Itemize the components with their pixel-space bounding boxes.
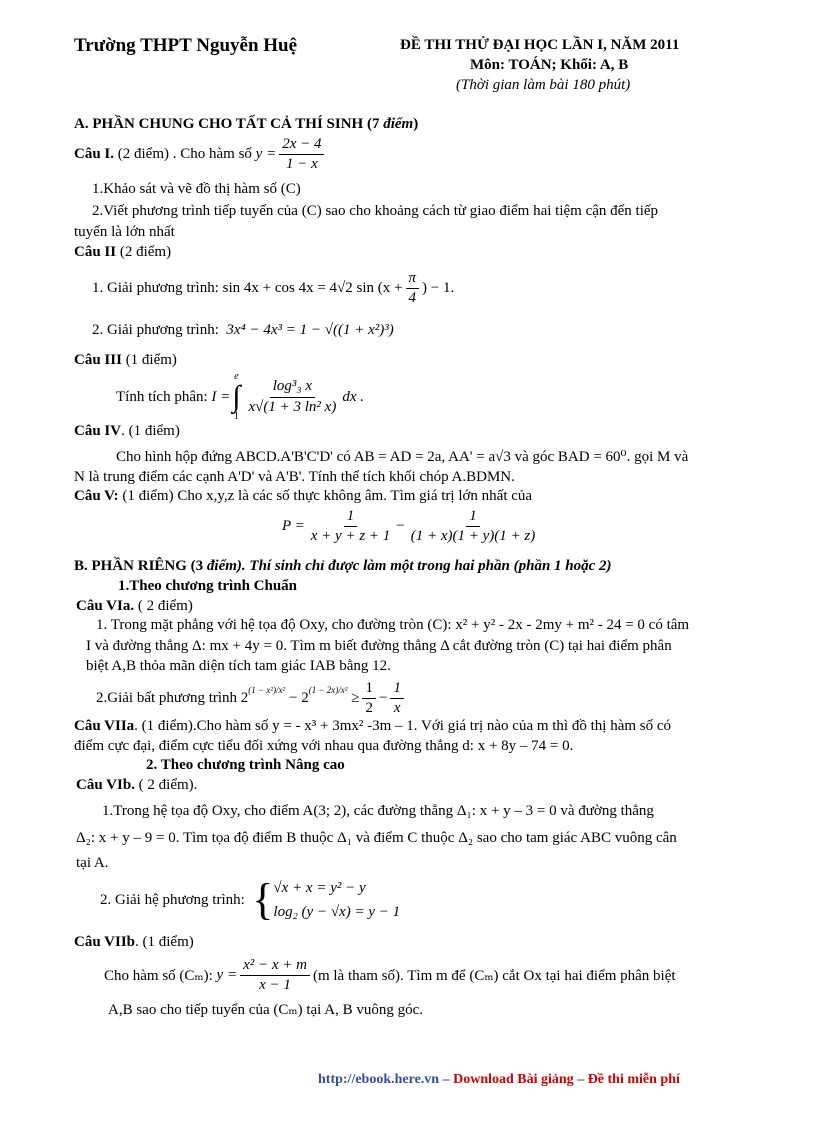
question-3-points: (1 điểm)	[125, 352, 177, 368]
program-advanced: 2. Theo chương trình Nâng cao	[146, 757, 345, 773]
footer-free-link[interactable]: Đề thi miễn phí	[587, 1072, 680, 1087]
question-7a-line-2: điểm cực đại, điểm cực tiểu đối xứng với nhau qua đường thẳng d: x + 8y – 74 = 0.	[74, 738, 574, 754]
question-6a-label: Câu VIa.	[76, 598, 135, 614]
exam-time: (Thời gian làm bài 180 phút)	[456, 77, 631, 93]
question-6a-item-2	[96, 680, 407, 718]
equation-system	[273, 876, 400, 924]
part-a-title-text: A. PHẦN CHUNG CHO TẤT CẢ THÍ SINH (7	[74, 116, 380, 132]
question-3-numerator: log³₃ x	[270, 378, 315, 397]
question-7b-denominator: x − 1	[259, 977, 291, 994]
question-2-item-2	[92, 322, 394, 339]
part-a-title-end: )	[413, 116, 419, 132]
question-5-numerator-1: 1	[344, 508, 358, 527]
question-7b-text-a: Cho hàm số (Cₘ):	[104, 968, 213, 985]
footer	[318, 1072, 680, 1088]
footer-dash-1: –	[442, 1072, 450, 1087]
question-5-label: Câu V:	[74, 488, 119, 504]
question-7b-fraction	[240, 957, 310, 995]
part-a-title-points: điểm	[383, 116, 414, 132]
question-7b-label: Câu VIIb	[74, 934, 136, 950]
footer-url-link[interactable]: http://ebook.here.vn	[318, 1072, 440, 1087]
question-6a-points: ( 2 điểm)	[137, 598, 193, 614]
question-7b-line-2: A,B sao cho tiếp tuyến của (Cₘ) tại A, B vuông góc.	[108, 1002, 423, 1018]
question-6b-line-2: Δ₂: x + y – 9 = 0. Tìm tọa độ điểm B thuộc Δ₁ và điểm C thuộc Δ₂ sao cho tam giác ABC vuông cân	[76, 830, 677, 846]
question-1	[74, 136, 327, 174]
question-3-dx: dx .	[342, 388, 364, 405]
question-4-label: Câu IV	[74, 423, 122, 439]
question-1-text: (2 điểm) . Cho hàm số	[117, 146, 252, 163]
question-3-I: I =	[211, 388, 231, 405]
footer-dash-2: –	[577, 1072, 585, 1087]
question-2-item-1-text: 1. Giải phương trình:	[92, 280, 219, 297]
question-5-numerator-2: 1	[466, 508, 480, 527]
question-7b-y: y =	[216, 967, 238, 984]
question-1-item-2b: tuyến là lớn nhất	[74, 224, 175, 240]
question-4-line-2: N là trung điểm các cạnh A'D' và A'B'. Tính thể tích khối chóp A.BDMN.	[74, 469, 515, 485]
school-name: Trường THPT Nguyễn Huệ	[74, 35, 298, 56]
question-2-item-1-pi: π	[406, 270, 420, 289]
footer-download-link[interactable]: Download Bài giảng	[453, 1072, 574, 1087]
question-3-label: Câu III	[74, 352, 122, 368]
question-5	[74, 488, 532, 505]
part-b-title-text: B. PHẦN RIÊNG (3	[74, 558, 204, 574]
question-5-text: (1 điểm) Cho x,y,z là các số thực không âm. Tìm giá trị lớn nhất của	[122, 488, 533, 504]
question-6a-ge: ≥	[351, 690, 360, 707]
question-3-denominator: x√(1 + 3 ln² x)	[248, 398, 337, 415]
question-6a-half-num: 1	[362, 680, 376, 699]
question-6a-exponent-b: (1 − 2x)/x²	[308, 684, 348, 695]
question-2	[74, 244, 171, 261]
question-6b-item-2-text: 2. Giải hệ phương trình:	[100, 891, 245, 908]
question-6a-minus-2: −	[378, 690, 388, 707]
system-equation-1: √x + x = y² − y	[273, 880, 366, 896]
part-b-title-rest: ). Thí sinh chỉ được làm một trong hai phần (phần 1 hoặc 2)	[236, 558, 612, 574]
question-2-item-1-math-a: sin 4x + cos 4x = 4√2 sin (x +	[222, 280, 403, 297]
question-6b-line-1: 1.Trong hệ tọa độ Oxy, cho điểm A(3; 2), các đường thẳng Δ₁: x + y – 3 = 0 và đường thẳng	[102, 803, 654, 819]
question-6a-base-b: 2	[301, 690, 309, 707]
part-a-title	[74, 116, 418, 133]
question-6a	[76, 598, 193, 615]
question-6b	[76, 777, 197, 794]
question-7b-text-b: (m là tham số). Tìm m để (Cₘ) cắt Ox tại hai điểm phân biệt	[312, 968, 676, 985]
question-6b-item-2	[100, 876, 400, 924]
part-b-title-points: điểm	[206, 558, 237, 574]
question-2-item-1-four: 4	[408, 290, 417, 307]
question-1-denominator: 1 − x	[285, 156, 318, 173]
question-6a-exponent-a: (1 − x²)/x²	[248, 684, 286, 695]
question-1-y: y =	[255, 146, 277, 163]
question-6a-line-3: biệt A,B thỏa mãn diện tích tam giác IAB bằng 12.	[86, 658, 391, 674]
question-5-minus: −	[396, 518, 405, 535]
question-7b	[74, 934, 194, 951]
system-equation-2: log₂ (y − √x) = y − 1	[273, 904, 401, 920]
question-1-label: Câu I.	[74, 146, 115, 163]
question-5-fraction-1	[308, 508, 394, 546]
question-3-fraction	[246, 378, 340, 416]
part-b-title	[74, 558, 612, 575]
question-3-integral	[116, 372, 364, 422]
integral-symbol: ∫	[232, 380, 241, 413]
question-6a-base-a: 2	[240, 690, 249, 707]
question-6a-item-2-text: 2.Giải bất phương trình	[96, 690, 238, 707]
question-5-P: P =	[282, 518, 305, 535]
question-4	[74, 423, 180, 440]
question-7b-numerator: x² − x + m	[240, 957, 310, 976]
question-2-item-2-text: 2. Giải phương trình:	[92, 322, 219, 338]
question-6b-line-3: tại A.	[76, 855, 109, 871]
question-7a-line-1: . (1 điểm).Cho hàm số y = - x³ + 3mx² -3m – 1. Với giá trị nào của m thì đồ thị hàm số có	[134, 718, 672, 734]
question-6a-one-over-x	[390, 680, 404, 718]
question-4-line-1: Cho hình hộp đứng ABCD.A'B'C'D' có AB = AD = 2a, AA' = a√3 và góc BAD = 60⁰. gọi M và	[116, 449, 689, 465]
question-6a-line-1: 1. Trong mặt phẳng với hệ tọa độ Oxy, cho đường tròn (C): x² + y² - 2x - 2my + m² - 24 = 0 có tâm	[96, 617, 690, 633]
question-7a-label: Câu VIIa	[74, 718, 135, 734]
question-5-fraction-2	[408, 508, 539, 546]
question-2-item-1-math-b: ) − 1.	[422, 280, 455, 297]
question-6a-x-den: x	[393, 700, 401, 717]
question-1-item-2a: 2.Viết phương trình tiếp tuyến của (C) sao cho khoảng cách từ giao điểm hai tiệm cận đến tiếp	[92, 203, 659, 219]
question-6a-half	[362, 680, 376, 718]
exam-subject: Môn: TOÁN; Khối: A, B	[470, 57, 629, 73]
question-5-denominator-2: (1 + x)(1 + y)(1 + z)	[410, 528, 536, 545]
question-6a-minus: −	[289, 690, 298, 707]
question-2-label: Câu II	[74, 244, 117, 260]
integral-upper: e	[234, 371, 239, 382]
program-standard: 1.Theo chương trình Chuẩn	[118, 578, 298, 594]
question-5-formula	[282, 508, 541, 546]
question-3	[74, 352, 177, 369]
question-1-fraction	[279, 136, 324, 174]
question-1-item-1: 1.Khảo sát và vẽ đồ thị hàm số (C)	[92, 181, 301, 197]
question-6b-label: Câu VIb.	[76, 777, 135, 793]
question-7b-points: . (1 điểm)	[135, 934, 194, 950]
question-6b-points: ( 2 điểm).	[138, 777, 198, 793]
question-6a-x-num: 1	[390, 680, 404, 699]
question-2-points: (2 điểm)	[119, 244, 172, 260]
integral-sign	[232, 372, 240, 422]
question-1-numerator: 2x − 4	[279, 136, 324, 155]
question-2-item-1	[92, 270, 454, 308]
question-2-item-2-math: 3x⁴ − 4x³ = 1 − √((1 + x²)³)	[226, 322, 394, 338]
question-6a-half-den: 2	[365, 700, 373, 717]
question-7a	[74, 718, 671, 735]
question-2-item-1-fraction	[406, 270, 420, 308]
integral-lower: 1	[233, 411, 239, 422]
question-4-points: . (1 điểm)	[121, 423, 180, 439]
system-brace: {	[252, 875, 274, 924]
question-3-text: Tính tích phân:	[116, 388, 208, 405]
question-7b-line-1	[104, 957, 676, 995]
question-5-denominator-1: x + y + z + 1	[310, 528, 391, 545]
question-6a-line-2: I và đường thẳng Δ: mx + 4y = 0. Tìm m biết đường thẳng Δ cắt đường tròn (C) tại hai điểm phân	[86, 638, 672, 654]
exam-title: ĐỀ THI THỬ ĐẠI HỌC LẦN I, NĂM 2011	[400, 37, 680, 53]
